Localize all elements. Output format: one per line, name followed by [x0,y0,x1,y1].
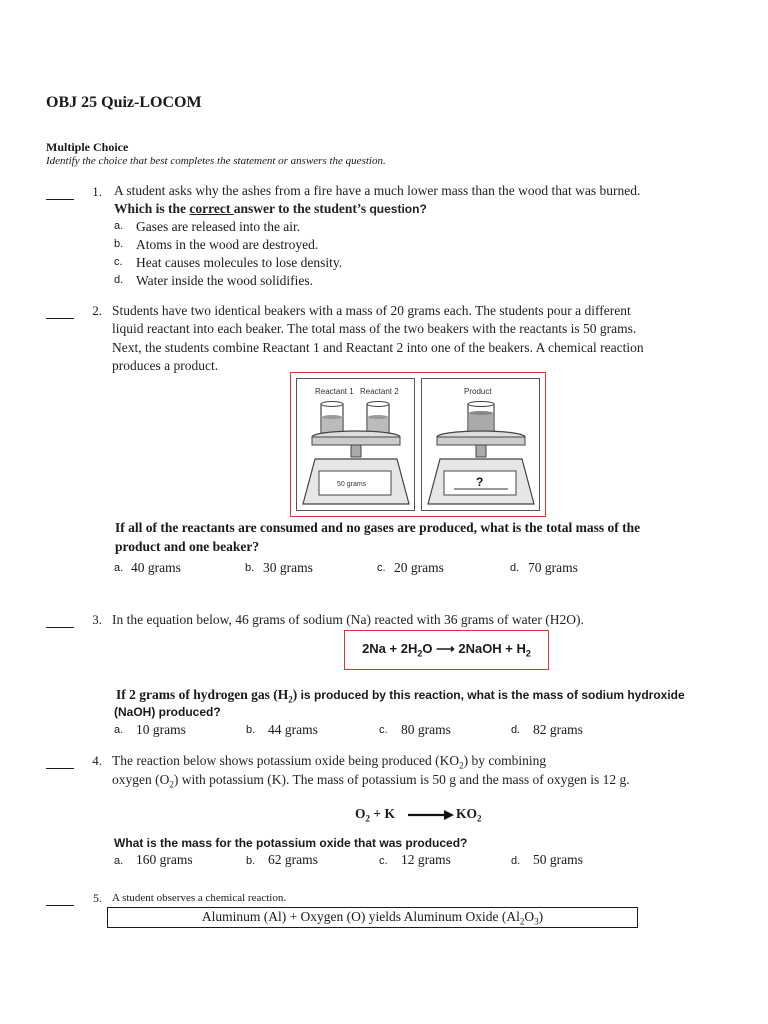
option-label: d. [511,724,521,736]
reaction-description: Aluminum (Al) + Oxygen (O) yields Aluminum Oxide $(Al_2O_3)$ [201,909,544,927]
option-label: a. [114,855,124,867]
option-text[interactable]: 20 grams [394,560,444,575]
page-title: OBJ 25 Quiz-LOCOM [46,94,202,111]
question-prompt: Which is the correct answer to the student’s question? [114,201,427,216]
question-text-line: liquid reactant into each beaker. The total mass of the two beakers with the reactants is 50 grams. [112,321,637,336]
option-text[interactable]: Atoms in the wood are destroyed. [136,237,319,252]
reactants-panel [296,378,415,511]
beaker-scale-figure [290,372,546,517]
question-prompt-line: If all of the reactants are consumed and no gases are produced, what is the total mass of the [115,520,641,535]
option-label: b. [245,562,255,574]
option-label: c. [379,855,388,867]
option-label: c. [379,724,388,736]
question-text-line: Students have two identical beakers with a mass of 20 grams each. The students pour a different [112,303,631,318]
section-instructions: Identify the choice that best completes the statement or answers the question. [46,155,386,167]
question-number: 5. [93,891,102,905]
question-text: A student observes a chemical reaction. [112,892,287,904]
question-text: In the equation below, 46 grams of sodium (Na) reacted with 36 grams of water (H2O). [112,612,584,627]
question-number: 1. [92,184,102,199]
question-text-line: oxygen $(O_2)$ with potassium (K). The mass of potassium is 50 g and the mass of oxygen is 12 g. [112,772,630,790]
unknown-readout: ? [476,475,484,489]
option-label: d. [511,855,521,867]
answer-blank-4[interactable] [46,768,74,769]
reactant-1-label: Reactant 1 [315,387,354,396]
question-number: 2. [92,303,102,318]
option-text[interactable]: 160 grams [136,852,193,867]
option-label: b. [246,855,256,867]
question-text: A student asks why the ashes from a fire have a much lower mass than the wood that was burned. [114,183,641,198]
reaction-left: $O_2 + K$ [355,806,395,824]
option-text[interactable]: 12 grams [401,852,451,867]
option-label: d. [114,274,124,286]
option-text[interactable]: 44 grams [268,722,318,737]
reaction-description-box [107,907,638,928]
option-label: b. [114,238,124,250]
option-text[interactable]: 82 grams [533,722,583,737]
product-label: Product [464,387,492,396]
scale-with-one-beaker-icon [422,379,541,512]
question-prompt-line: product and one beaker? [115,539,260,554]
scale-readout: 50 grams [337,481,367,488]
option-label: a. [114,724,124,736]
section-heading: Multiple Choice [46,140,129,154]
option-label: a. [114,562,124,574]
option-text[interactable]: 80 grams [401,722,451,737]
option-label: c. [114,256,123,268]
question-text-line: The reaction below shows potassium oxide being produced $(KO_2)$ by combining [112,753,547,771]
question-prompt-line: If 2 grams of hydrogen gas $(H_2)$ is produced by this reaction, what is the mass of sodium hydroxide [116,687,685,705]
option-text[interactable]: Heat causes molecules to lose density. [136,255,343,270]
option-label: c. [377,562,386,574]
product-panel [421,378,540,511]
reaction-right: $KO_2$ [456,806,482,824]
option-text[interactable]: 70 grams [528,560,578,575]
option-text[interactable]: Water inside the wood solidifies. [136,273,314,288]
scale-with-two-beakers-icon [297,379,416,512]
question-text-line: Next, the students combine Reactant 1 and Reactant 2 into one of the beakers. A chemical reaction [112,340,644,355]
question-prompt: What is the mass for the potassium oxide that was produced? [114,836,468,850]
question-prompt-line: (NaOH) produced? [114,705,221,719]
option-text[interactable]: 50 grams [533,852,583,867]
option-text[interactable]: 62 grams [268,852,318,867]
option-text[interactable]: Gases are released into the air. [136,219,301,234]
question-text-line: produces a product. [112,358,219,373]
option-text[interactable]: 40 grams [131,560,181,575]
question-number: 3. [92,612,102,627]
option-label: d. [510,562,520,574]
reactant-2-label: Reactant 2 [360,387,399,396]
answer-blank-5[interactable] [46,905,74,906]
right-arrow-icon [408,809,454,821]
option-label: a. [114,220,124,232]
option-label: b. [246,724,256,736]
question-number: 4. [92,753,102,768]
chemical-equation-box [344,630,549,670]
answer-blank-3[interactable] [46,627,74,628]
answer-blank-2[interactable] [46,318,74,319]
answer-blank-1[interactable] [46,199,74,200]
option-text[interactable]: 30 grams [263,560,313,575]
option-text[interactable]: 10 grams [136,722,186,737]
chemical-equation: $2Na + 2H_2O$ ⟶ 2NaOH + $H_2$ [362,641,531,659]
